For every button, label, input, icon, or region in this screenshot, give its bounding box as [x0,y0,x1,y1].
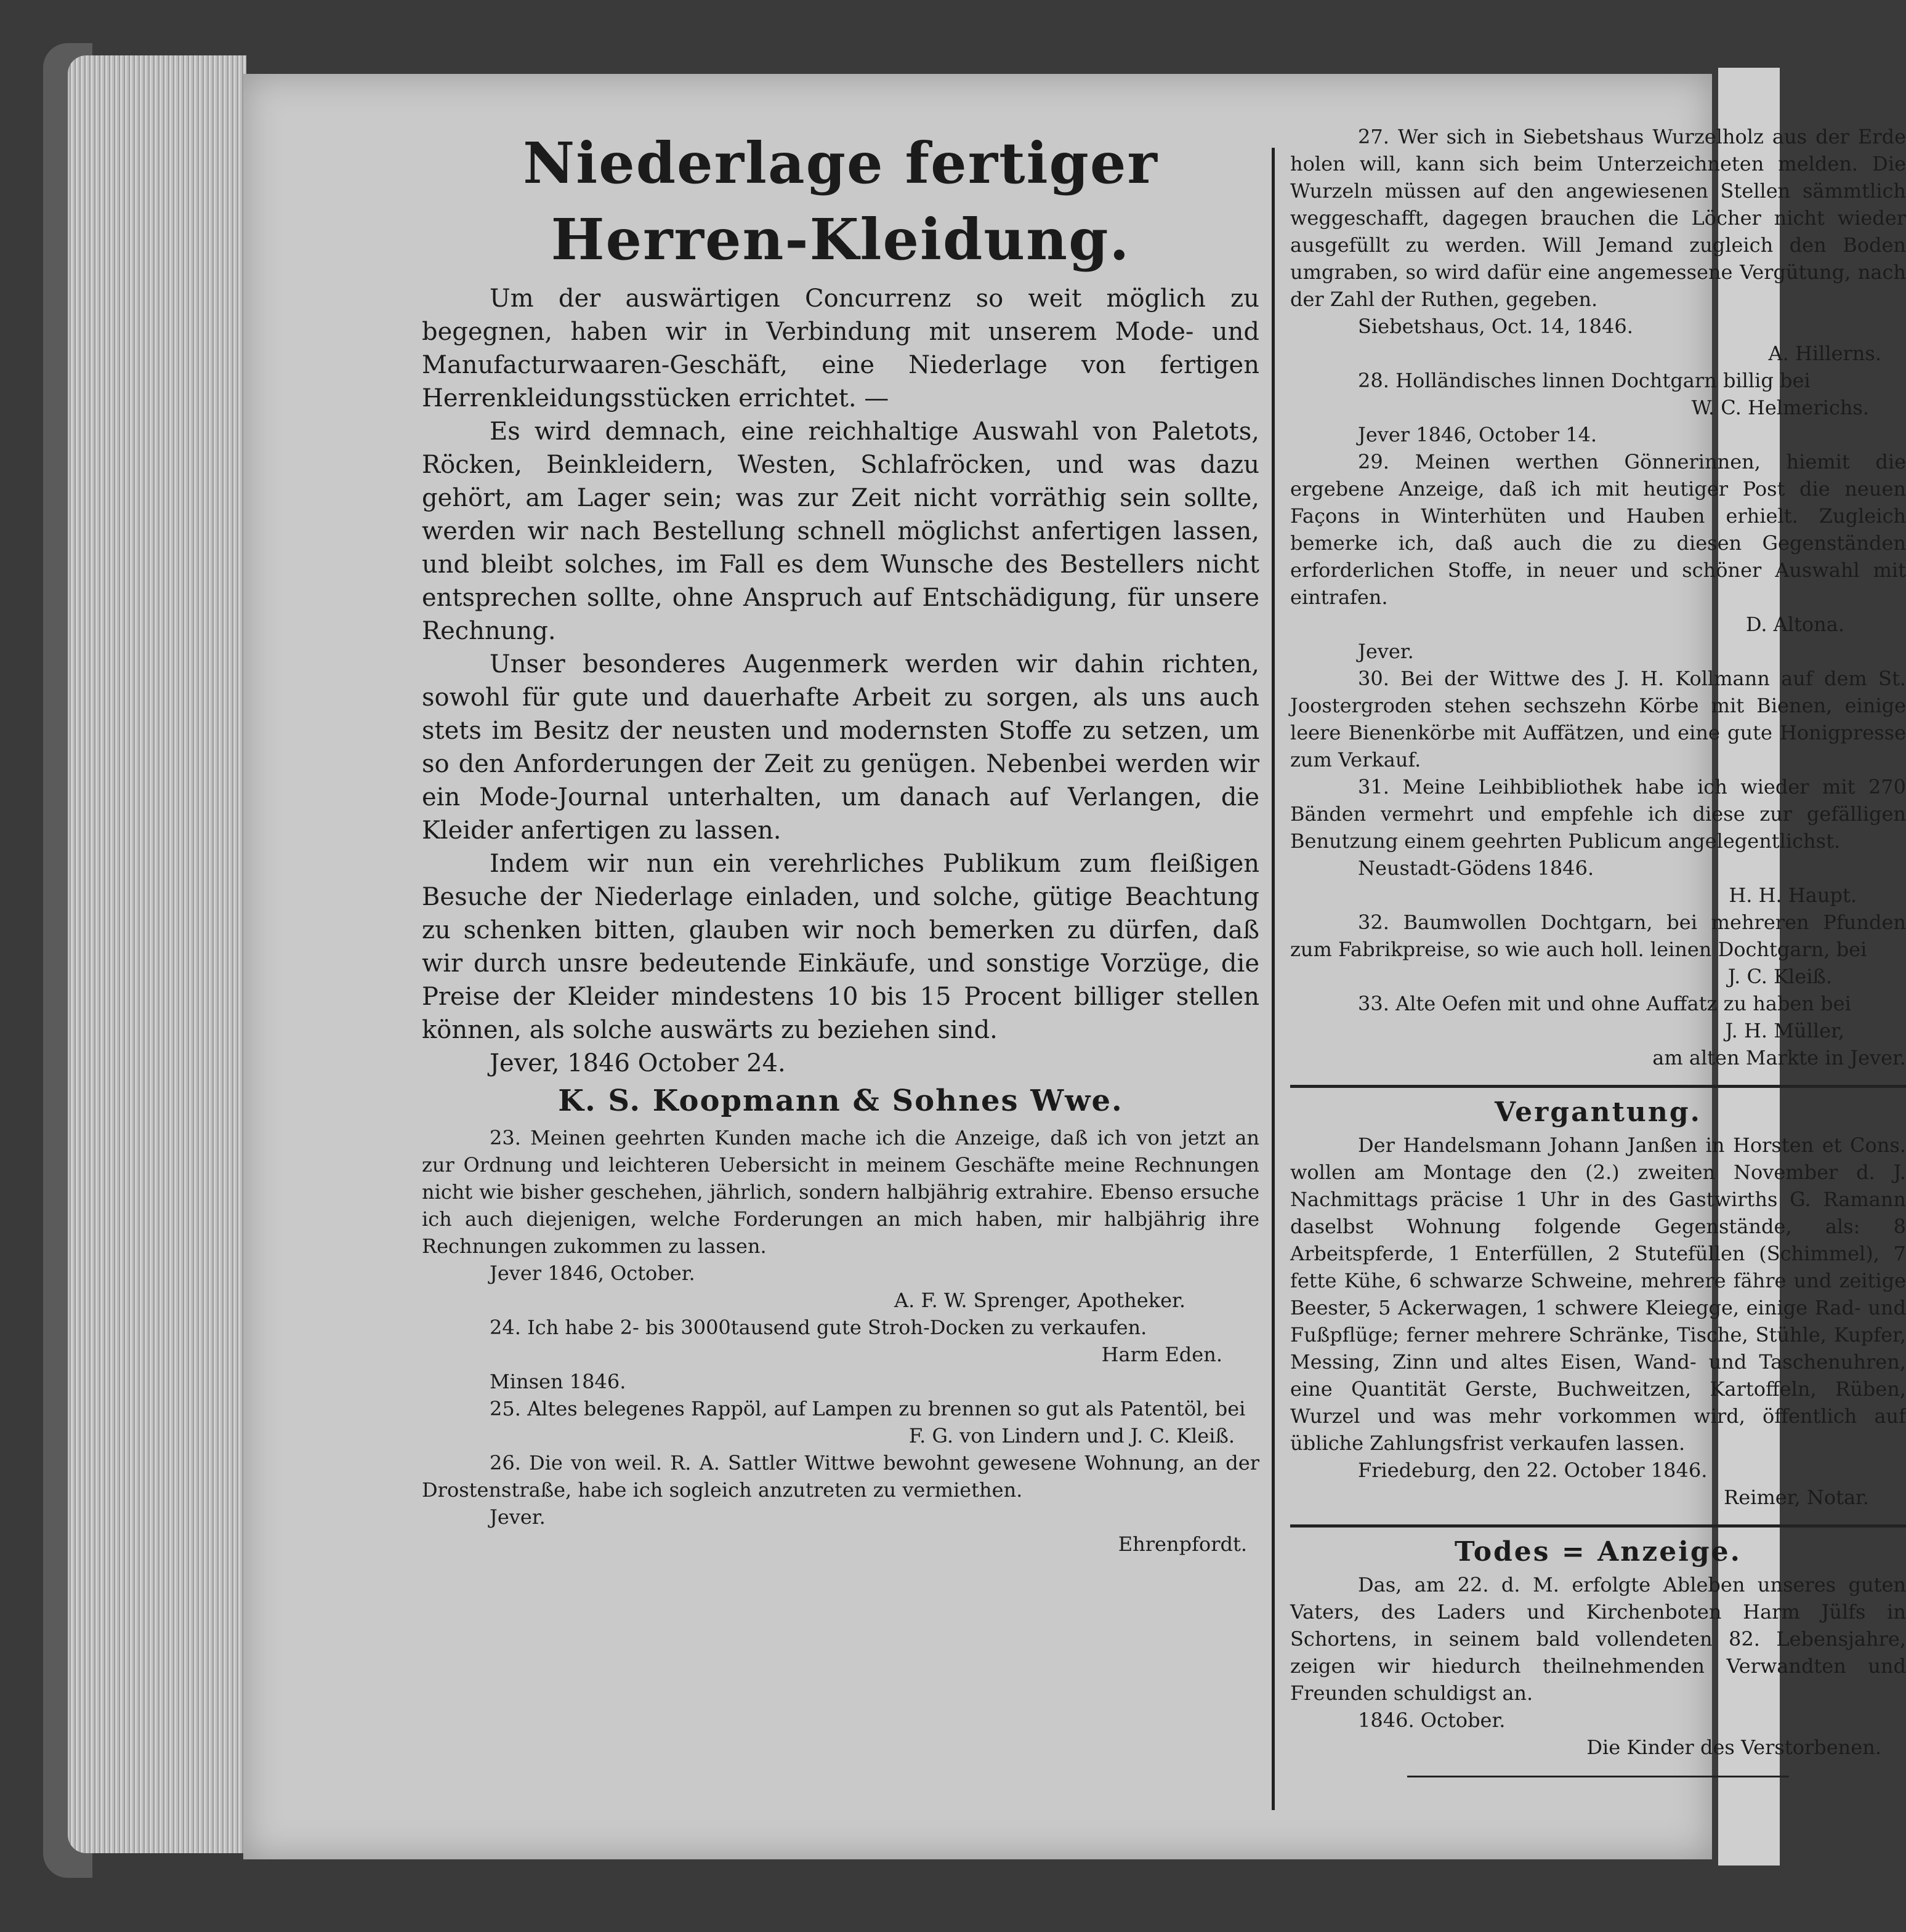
notice-29-sign: D. Altona. [1745,613,1844,636]
notice-33-sign-line2: am alten Markte in Jever. [1652,1046,1906,1069]
notice-33-sign: J. H. Müller, [1725,1019,1844,1042]
ad-firm-name: K. S. Koopmann & Sohnes Wwe. [558,1084,1123,1118]
ad-title-line2: Herren-Kleidung. [551,206,1131,273]
notice-26-place: Jever. [490,1505,546,1529]
notice-26-text: 26. Die von weil. R. A. Sattler Wittwe bewohnt gewesene Wohnung, an der Drostenstraße, habe ich sogleich anzutreten zu vermiethen. [422,1451,1259,1502]
notice-32-text: 32. Baumwollen Dochtgarn, bei mehreren Pfunden zum Fabrikpreise, so wie auch holl. leinen Dochtgarn, bei [1290,911,1906,961]
notice-31-sign: H. H. Haupt. [1729,883,1857,907]
notice-27-place: Siebetshaus, Oct. 14, 1846. [1358,315,1633,338]
notice-31-place: Neustadt-Gödens 1846. [1358,856,1594,880]
ad-paragraph-3: Unser besonderes Augenmerk werden wir dahin richten, sowohl für gute und dauerhafte Arbeit zu sorgen, als uns auch stets im Besitz der neusten und modernsten Stoffe zu setzen, um so den Anforderungen der Zeit zu genügen. Nebenbei werden wir ein Mode-Journal unterhalten, um danach auf Verlangen, die Kleider anfertigen zu lassen. [422,650,1259,845]
notice-23-text: 23. Meinen geehrten Kunden mache ich die Anzeige, daß ich von jetzt an zur Ordnung und leichteren Uebersicht in meinem Geschäfte meine Rechnungen nicht wie bisher geschehen, jährlich, sondern halbjährig extrahire. Ebenso ersuche ich auch diejenigen, welche Forderungen an mich haben, mir halbjährig ihre Rechnungen zukommen zu lassen. [422,1126,1259,1258]
vergantung-title: Vergantung. [1495,1097,1702,1128]
vergantung-sign: Reimer, Notar. [1724,1486,1869,1509]
notice-24-sign: Harm Eden. [1101,1343,1222,1366]
notice-29-place: Jever. [1358,640,1414,663]
notice-29-text: 29. Meinen werthen Gönnerinnen, hiemit die ergebene Anzeige, daß ich mit heutiger Post die neuen Façons in Winterhüten und Hauben erhielt. Zugleich bemerke ich, daß auch die zu diesen Gegenständen erforderlichen Stoffe, in neuer und schöner Auswahl mit eintrafen. [1290,450,1906,609]
notice-32-sign: J. C. Kleiß. [1727,965,1832,988]
notice-25 [422,1395,1259,1449]
notice-27-text: 27. Wer sich in Siebetshaus Wurzelholz aus der Erde holen will, kann sich beim Unterzeichneten melden. Die Wurzeln müssen auf den angewiesenen Stellen sämmtlich weggeschafft, dagegen brauchen die Löcher nicht wieder ausgefüllt zu werden. Will Jemand zugleich den Boden umgraben, so wird dafür eine angemessene Vergütung, nach der Zahl der Ruthen, gegeben. [1290,125,1906,311]
notice-26 [422,1449,1259,1558]
ad-paragraph-2: Es wird demnach, eine reichhaltige Auswahl von Paletots, Röcken, Beinkleidern, Westen, Schlafröcken, und was dazu gehört, am Lager sein; was zur Zeit nicht vorräthig sein sollte, werden wir nach Bestellung schnell möglichst anfertigen lassen, und bleibt solches, im Fall es dem Wunsche des Bestellers nicht entsprechen sollte, ohne Anspruch auf Entschädigung, für unsere Rechnung. [422,417,1259,645]
vergantung-place: Friedeburg, den 22. October 1846. [1358,1459,1708,1482]
right-column [1290,123,1906,1777]
notice-30-text: 30. Bei der Wittwe des J. H. Kollmann auf dem St. Joostergroden stehen sechszehn Körbe mit Bienen, einige leere Bienenkörbe mit Auffätzen, und eine gute Honigpresse zum Verkauf. [1290,667,1906,771]
newspaper-page [243,74,1906,1859]
notice-24-place: Minsen 1846. [490,1370,626,1393]
book-page-edges [68,55,246,1853]
ad-title-line1: Niederlage fertiger [523,130,1158,196]
left-column [422,129,1259,1558]
todes-text: Das, am 22. d. M. erfolgte Ableben unseres guten Vaters, des Laders und Kirchenboten Harm Jülfs in Schortens, in seinem bald vollendeten 82. Lebensjahre, zeigen wir hiedurch theilnehmenden Verwandten und Freunden schuldigst an. [1290,1573,1906,1705]
todes-date: 1846. October. [1358,1709,1506,1732]
notice-24 [422,1314,1259,1395]
notice-23-place: Jever 1846, October. [490,1262,695,1285]
notice-27-sign: A. Hillerns. [1768,342,1881,365]
notice-33-text: 33. Alte Oefen mit und ohne Auffatz zu haben bei [1358,992,1851,1015]
notice-28-place: Jever 1846, October 14. [1358,423,1597,446]
notice-28-sign: W. C. Helmerichs. [1691,396,1869,419]
closing-rule [1407,1776,1789,1777]
ad-paragraph-1: Um der auswärtigen Concurrenz so weit möglich zu begegnen, haben wir in Verbindung mit unserem Mode- und Manufacturwaaren-Geschäft, eine Niederlage von fertigen Herrenkleidungsstücken errichtet. — [422,284,1259,413]
notice-24-text: 24. Ich habe 2- bis 3000tausend gute Stroh-Docken zu verkaufen. [490,1316,1147,1339]
column-divider [1272,148,1275,1810]
notice-25-text: 25. Altes belegenes Rappöl, auf Lampen zu brennen so gut als Patentöl, bei [490,1397,1246,1420]
notice-25-sign: F. G. von Lindern und J. C. Kleiß. [908,1424,1235,1447]
vergantung-text: Der Handelsmann Johann Janßen in Horsten et Cons. wollen am Montage den (2.) zweiten November d. J. Nachmittags präcise 1 Uhr in des Gastwirths G. Ramann daselbst Wohnung folgende Gegenstände, als: 8 Arbeitspferde, 1 Enterfüllen, 2 Stutefüllen (Schimmel), 7 fette Kühe, 6 schwarze Schweine, mehrere fähre und zeitige Beester, 5 Ackerwagen, 1 schwere Kleiegge, einige Rad- und Fußpflüge; ferner mehrere Schränke, Tische, Stühle, Kupfer, Messing, Zinn und altes Eisen, Wand- und Taschenuhren, eine Quantität Gerste, Buchweitzen, Kartoffeln, Rüben, Wurzel und was mehr vorkommen wird, öffentlich auf übliche Zahlungsfrist verkaufen lassen. [1290,1133,1906,1455]
todes-sign: Die Kinder des Verstorbenen. [1586,1736,1881,1759]
notice-26-sign: Ehrenpfordt. [1118,1532,1247,1556]
todes-title: Todes = Anzeige. [1455,1536,1742,1568]
section-rule-2 [1290,1524,1906,1527]
ad-date: Jever, 1846 October 24. [490,1049,786,1077]
section-rule-1 [1290,1085,1906,1088]
notice-31-text: 31. Meine Leihbibliothek habe ich wieder mit 270 Bänden vermehrt und empfehle ich diese zur gefälligen Benutzung einem geehrten Publicum angelegentlichst. [1290,775,1906,853]
ad-paragraph-4: Indem wir nun ein verehrliches Publikum zum fleißigen Besuche der Niederlage einladen, und solche, gütige Beachtung zu schenken bitten, glauben wir noch bemerken zu dürfen, daß wir durch unsre bedeutende Einkäufe, und sonstige Vorzüge, die Preise der Kleider mindestens 10 bis 15 Procent billiger stellen können, als solche auswärts zu beziehen sind. [422,850,1259,1044]
notice-23-sign: A. F. W. Sprenger, Apotheker. [894,1289,1185,1312]
notice-23 [422,1124,1259,1314]
notice-28-text: 28. Holländisches linnen Dochtgarn billig bei [1358,369,1811,392]
